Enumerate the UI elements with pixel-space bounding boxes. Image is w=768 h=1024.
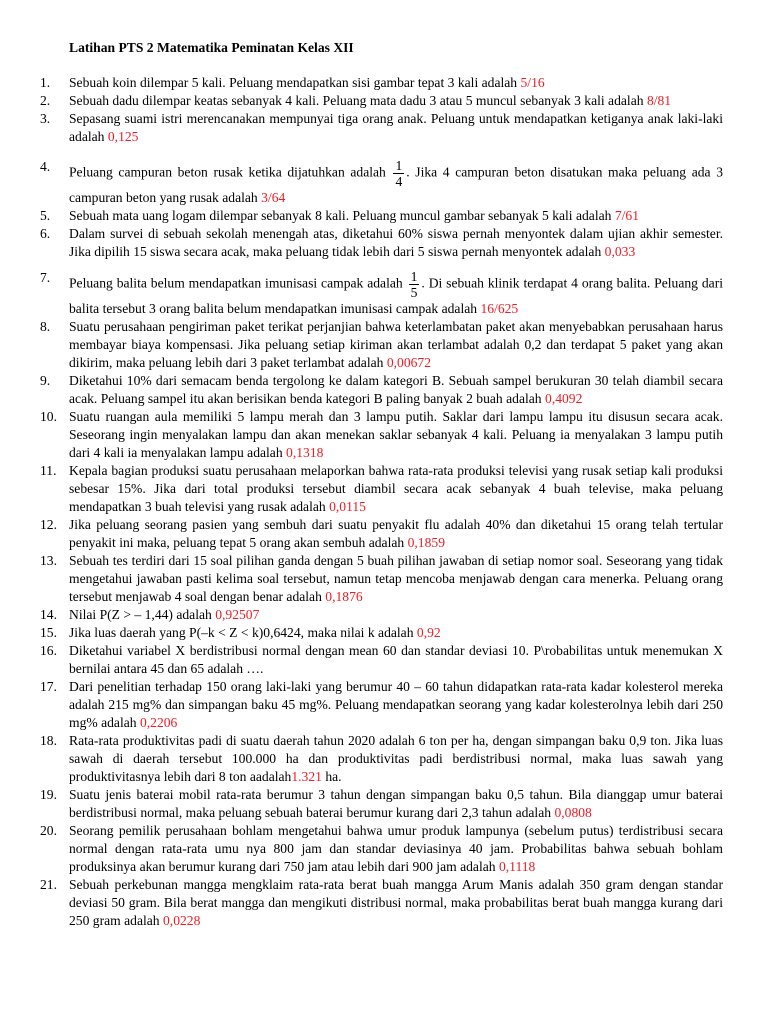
question-item (40, 372, 723, 408)
question-answer: 7/61 (614, 208, 640, 223)
question-item (40, 624, 723, 642)
question-item (40, 92, 723, 110)
question-text: Dalam survei di sebuah sekolah menengah atas, diketahui 60% siswa pernah menyontek dalam ujian akhir semester. Jika dipilih 15 siswa secara acak, maka peluang tidak lebih dari 5 siswa pernah menyontek adalah (69, 226, 723, 259)
question-item (40, 225, 723, 261)
question-text: Sebuah perkebunan mangga mengklaim rata-rata berat buah mangga Arum Manis adalah 350 gram dengan standar deviasi 50 gram. Bila berat mangga dan mengikuti distribusi normal, maka probabilitas berat buah mangga kurang dari 250 gram adalah (69, 877, 723, 928)
question-item (40, 642, 723, 678)
question-number: 19. (40, 787, 57, 802)
question-number: 10. (40, 409, 57, 424)
question-text: Sepasang suami istri merencanakan mempunyai tiga orang anak. Peluang untuk mendapatkan ketiganya anak laki-laki adalah (69, 111, 723, 144)
question-answer: 0,1318 (286, 445, 324, 460)
question-item (40, 732, 723, 786)
fraction-denominator: 5 (410, 285, 418, 300)
question-number: 4. (40, 159, 51, 174)
question-answer: 0,92 (416, 625, 441, 640)
question-number: 14. (40, 607, 57, 622)
question-item (40, 786, 723, 822)
question-text: Dari penelitian terhadap 150 orang laki-laki yang berumur 40 – 60 tahun didapatkan rata-rata kadar kolesterol mereka adalah 215 mg% dan simpangan baku 45 mg%. Peluang mendapatkan seorang yang kadar kolesterolnya lebih dari 250 mg% adalah (69, 679, 723, 730)
document-title: Latihan PTS 2 Matematika Peminatan Kelas XII (69, 40, 354, 55)
question-item (40, 822, 723, 876)
question-answer: 8/81 (646, 93, 672, 108)
question-answer: 0,4092 (545, 391, 583, 406)
question-text: Diketahui 10% dari semacam benda tergolong ke dalam kategori B. Sebuah sampel berukuran 30 telah diambil secara acak. Peluang sampel itu akan berisikan benda kategori B paling banyak 2 buah adalah (69, 373, 723, 406)
question-text: Suatu perusahaan pengiriman paket terikat perjanjian bahwa keterlambatan paket akan menyebabkan perusahaan harus membayar biaya kompensasi. Jika peluang setiap kiriman akan terlambat adalah 0,2 dan terdapat 5 paket yang akan dikirim, maka peluang lebih dari 3 paket terlambat adalah (69, 319, 723, 370)
question-number: 6. (40, 226, 51, 241)
question-text: Seorang pemilik perusahaan bohlam mengetahui bahwa umur produk lampunya (sebelum putus) terdistribusi secara normal dengan rata-rata umu nya 800 jam dan standar deviasinya 40 jam. Probabilitas bahwa sebuah bohlam produksinya akan berumur kurang dari 750 jam atau lebih dari 900 jam adalah (69, 823, 723, 874)
question-number: 20. (40, 823, 57, 838)
fraction-denominator: 4 (395, 174, 403, 189)
question-number: 3. (40, 111, 51, 126)
question-item (40, 318, 723, 372)
question-number: 2. (40, 93, 51, 108)
question-number: 8. (40, 319, 51, 334)
question-answer: 0,033 (604, 244, 636, 259)
fraction-numerator: 1 (395, 158, 403, 173)
question-text: ha. (321, 769, 342, 784)
question-answer: 3/64 (261, 190, 286, 205)
question-answer: 16/625 (480, 301, 519, 316)
question-number: 13. (40, 553, 57, 568)
question-item (40, 158, 723, 207)
question-text: . Jika 4 campuran beton disatukan maka peluang ada 3 campuran beton yang rusak adalah (69, 164, 723, 205)
question-item (40, 269, 723, 318)
question-answer: 0,0228 (163, 913, 201, 928)
question-number: 18. (40, 733, 57, 748)
question-text: Nilai P(Z > – 1,44) adalah (69, 607, 216, 622)
question-item (40, 207, 723, 225)
question-number: 12. (40, 517, 57, 532)
question-item (40, 408, 723, 462)
question-answer: 5/16 (520, 75, 545, 90)
question-number: 15. (40, 625, 57, 640)
question-text: Suatu ruangan aula memiliki 5 lampu merah dan 3 lampu putih. Saklar dari lampu lampu itu disusun secara acak. Seseorang ingin menyalakan lampu dan akan menekan saklar sebanyak 4 kali. Peluang ia menyalakan 3 lampu putih dari 4 kali ia menyalakan lampu adalah (69, 409, 723, 460)
question-answer: 0,00672 (386, 355, 432, 370)
question-number: 16. (40, 643, 57, 658)
question-answer: 0,1859 (407, 535, 445, 550)
question-answer: 0,1118 (498, 859, 536, 874)
question-text: Rata-rata produktivitas padi di suatu daerah tahun 2020 adalah 6 ton per ha, dengan simpangan baku 0,9 ton. Jika luas sawah di daerah tersebut 100.000 ha dan produktivitas padi berdistribusi normal, maka luas sawah yang produktivitasnya lebih dari 8 ton aadalah (69, 733, 723, 784)
fraction (393, 158, 404, 189)
question-list (40, 74, 723, 930)
question-number: 5. (40, 208, 51, 223)
question-answer: 0,92507 (215, 607, 260, 622)
question-number: 7. (40, 270, 51, 285)
question-item (40, 678, 723, 732)
question-number: 21. (40, 877, 57, 892)
question-item (40, 606, 723, 624)
question-text: Sebuah tes terdiri dari 15 soal pilihan ganda dengan 5 buah pilihan jawaban di setiap nomor soal. Seseorang yang tidak mengetahui jawaban pasti kelima soal tersebut, namun tetap mencoba menjawab dengan cara menerka. Peluang orang tersebut menjawab 4 soal dengan benar adalah (69, 553, 723, 604)
question-text: Kepala bagian produksi suatu perusahaan melaporkan bahwa rata-rata produksi televisi yang rusak setiap kali produksi sebesar 15%. Jika dari total produksi tersebut diambil secara acak sebanyak 4 buah televise, maka peluang mendapatkan 3 buah televisi yang rusak adalah (69, 463, 723, 514)
question-item (40, 74, 723, 92)
question-text: Jika luas daerah yang P(–k < Z < k)0,6424, maka nilai k adalah (69, 625, 417, 640)
question-item (40, 462, 723, 516)
question-answer: 0,125 (107, 129, 139, 144)
fraction (409, 269, 420, 300)
question-text: Diketahui variabel X berdistribusi normal dengan mean 60 dan standar deviasi 10. P\robabilitas untuk menemukan X bernilai antara 45 dan 65 adalah …. (69, 643, 723, 676)
question-number: 17. (40, 679, 57, 694)
question-answer: 0,2206 (139, 715, 178, 730)
question-answer: 0,0115 (329, 499, 366, 514)
question-text: Suatu jenis baterai mobil rata-rata berumur 3 tahun dengan simpangan baku 0,5 tahun. Bila dianggap umur baterai berdistribusi normal, maka peluang sebuah baterai berumur kurang dari 2,3 tahun adalah (69, 787, 723, 820)
question-text: Jika peluang seorang pasien yang sembuh dari suatu penyakit flu adalah 40% dan diketahui 15 orang telah tertular penyakit ini maka, peluang tepat 5 orang akan sembuh adalah (69, 517, 723, 550)
question-number: 11. (40, 463, 57, 478)
question-item (40, 552, 723, 606)
question-text: . Di sebuah klinik terdapat 4 orang balita. Peluang dari balita tersebut 3 orang balita belum mendapatkan imunisasi campak adalah (69, 275, 723, 316)
question-number: 9. (40, 373, 51, 388)
question-item (40, 516, 723, 552)
question-item (40, 110, 723, 146)
question-text: Sebuah koin dilempar 5 kali. Peluang mendapatkan sisi gambar tepat 3 kali adalah (69, 75, 521, 90)
question-answer: 1.321 (291, 769, 322, 784)
question-number: 1. (40, 75, 51, 90)
question-answer: 0,0808 (554, 805, 592, 820)
question-text: Peluang campuran beton rusak ketika dijatuhkan adalah (69, 164, 392, 180)
question-answer: 0,1876 (325, 589, 363, 604)
question-text: Sebuah dadu dilempar keatas sebanyak 4 kali. Peluang mata dadu 3 atau 5 muncul sebanyak 3 kali adalah (69, 93, 647, 108)
question-item (40, 876, 723, 930)
question-text: Peluang balita belum mendapatkan imunisasi campak adalah (69, 275, 407, 291)
fraction-numerator: 1 (410, 269, 418, 284)
question-text: Sebuah mata uang logam dilempar sebanyak 8 kali. Peluang muncul gambar sebanyak 5 kali adalah (69, 208, 615, 223)
